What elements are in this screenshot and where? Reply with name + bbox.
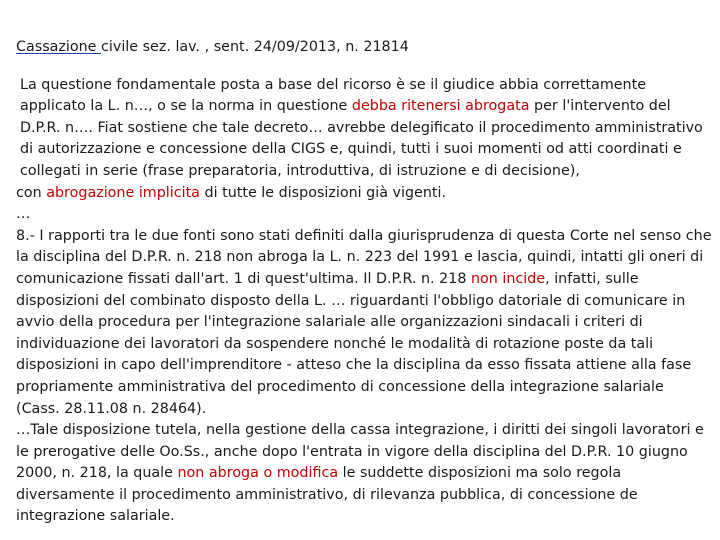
highlighted-phrase: debba ritenersi abrogata <box>351 98 530 115</box>
text-run: 8.- I rapporti tra le due fonti sono stati definiti dalla giurisprudenza di questa Corte nel senso che la disciplina del D.P.R. n. 218 non abroga la L. n. 223 del 1991 e lascia, quindi, intatti gli oneri di comunicazione fissati dall'art. 1 di quest'ultima. Il D.P.R. n. 218 <box>16 227 712 287</box>
paragraph <box>16 75 712 183</box>
text-paragraphs <box>16 75 712 528</box>
paragraph <box>16 204 712 226</box>
text-run: …Tale disposizione tutela, nella gestione della cassa integrazione, i diritti dei singoli lavoratori e le prerogative delle Oo.Ss., anche dopo l'entrata in vigore della disciplina del D.P.R. 10 giugno 2000, n. 218, la quale <box>16 422 704 482</box>
document-body <box>16 37 712 528</box>
citation-text: civile sez. lav. , sent. 24/09/2013, n. 21814 <box>101 39 409 55</box>
highlighted-phrase: non abroga o modifica <box>177 465 339 482</box>
text-run: , infatti, sulle disposizioni del combinato disposto della L. … riguardanti l'obbligo datoriale di comunicare in avvio della procedura per l'integrazione salariale alle organizzazioni sindacali i criteri di individuazione dei lavoratori da sospendere nonché le modalità di rotazione poste da tali disposizioni in capo dell'imprenditore - atteso che la disciplina da esso fissata attiene alla fase propriamente amministrativa del procedimento di concessione della integrazione salariale (Cass. 28.11.08 n. 28464). <box>16 270 692 417</box>
paragraph <box>16 420 712 528</box>
cassazione-link[interactable]: Cassazione <box>16 39 102 55</box>
text-run: con <box>16 184 47 201</box>
paragraph <box>16 183 712 205</box>
paragraph <box>16 226 712 420</box>
citation-heading <box>16 37 712 59</box>
text-run: La questione fondamentale posta a base del ricorso è se il giudice abbia correttamente applicato la L. n…, o se la norma in questione <box>20 76 647 115</box>
highlighted-phrase: non incide <box>470 270 546 287</box>
text-run: … <box>16 206 31 223</box>
text-run: per l'intervento del D.P.R. n…. Fiat sostiene che tale decreto… avrebbe delegificato il procedimento amministrativo di autorizzazione e concessione della CIGS e, quindi, tutti i suoi momenti od atti coordinati e collegati in serie (frase preparatoria, introduttiva, di istruzione e di decisione), <box>20 98 703 179</box>
text-run: le suddette disposizioni ma solo regola diversamente il procedimento amministrativo, di rilevanza pubblica, di concessione de integrazione salariale. <box>16 465 638 525</box>
highlighted-phrase: abrogazione implicita <box>46 184 200 201</box>
text-run: di tutte le disposizioni già vigenti. <box>199 184 447 201</box>
